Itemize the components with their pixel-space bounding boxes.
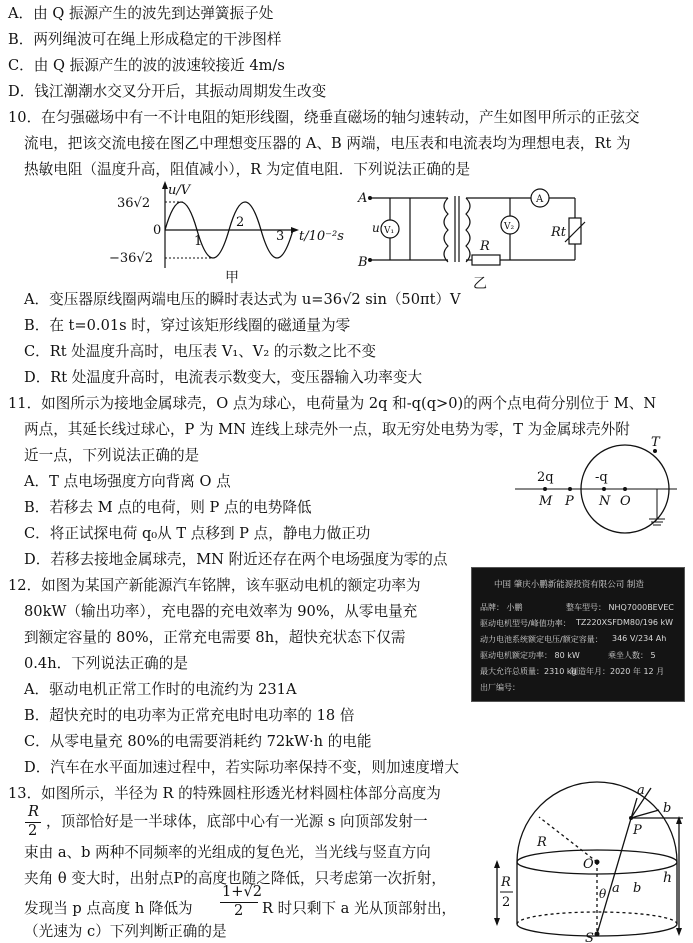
- q13-ray-labels: a: [612, 881, 620, 896]
- q12-stem-line-4: 0.4h．下列说法正确的是: [24, 655, 188, 672]
- q9-option-b: B．两列绳波可在绳上形成稳定的干涉图样: [8, 31, 282, 48]
- q13-center-o: O: [583, 857, 594, 872]
- yi-u-label: u: [372, 221, 380, 235]
- q10-option-c: C．Rt 处温度升高时，电压表 V₁、V₂ 的示数之比不变: [24, 343, 376, 360]
- plate-brand: 品牌： 小鹏: [480, 603, 523, 612]
- q9-option-a: A．由 Q 振源产生的波先到达弹簧振子处: [8, 5, 274, 22]
- q10-stem-line-1: 10．在匀强磁场中有一不计电阻的矩形线圈，绕垂直磁场的轴匀速转动，产生如图甲所示的正弦交: [8, 109, 640, 126]
- q10-stem-line-2: 流电，把该交流电接在图乙中理想变压器的 A、B 两端，电压表和电流表均为理想电表，Rt 为: [24, 135, 631, 152]
- q13-stem-line-3: 束由 a、b 两种不同频率的光组成的复色光，当光线与竖直方向: [24, 844, 431, 861]
- jia-ymax-label: 36√2: [117, 196, 151, 211]
- jia-x-label: t/10⁻²s: [299, 229, 344, 244]
- q13-radius-r: R: [537, 835, 547, 850]
- q12-option-d: D．汽车在水平面加速过程中，若实际功率保持不变，则加速度增大: [24, 759, 459, 776]
- q10-option-b: B．在 t=0.01s 时，穿过该矩形线圈的磁通量为零: [24, 317, 351, 334]
- plate-manufacture-date: 制造年月：2020 年 12 月: [570, 667, 665, 676]
- q10-option-a: A．变压器原线圈两端电压的瞬时表达式为 u=36√2 sin（50πt）V: [24, 291, 461, 308]
- plate-battery-label: 动力电池系统额定电压/额定容量：: [480, 635, 603, 644]
- q11-stem-line-1: 11．如图所示为接地金属球壳，O 点为球心，电荷量为 2q 和-q(q>0)的两个点电荷分别位于 M、N: [8, 395, 657, 412]
- q13-fraction-den: 2: [28, 822, 38, 839]
- q11-stem-line-3: 近一点，下列说法正确的是: [24, 447, 200, 464]
- yi-r-label: R: [480, 239, 490, 254]
- q9-option-d: D．钱江潮潮水交叉分开后，其振动周期发生改变: [8, 83, 327, 100]
- q10-stem-line-3: 热敏电阻（温度升高，阻值减小），R 为定值电阻．下列说法正确的是: [24, 161, 471, 178]
- yi-v1-meter: V₁: [384, 226, 395, 236]
- jia-origin: 0: [153, 223, 162, 238]
- q13-height-h: h: [663, 870, 673, 886]
- plate-rated-power: 驱动电机额定功率： 80 kW: [480, 651, 580, 660]
- q11-figure: [515, 435, 680, 535]
- plate-title: 中国 肇庆小鹏新能源投资有限公司 制造: [494, 580, 644, 590]
- plate-serial: 出厂编号：: [480, 683, 520, 692]
- q13-stem-line-5a: 发现当 p 点高度 h 降低为: [24, 900, 193, 917]
- jia-ymin-label: −36√2: [109, 251, 153, 266]
- jia-tick-3: 3: [276, 229, 285, 244]
- yi-caption: 乙: [473, 276, 487, 292]
- q13-half-r-num: R: [501, 875, 511, 890]
- q13-point-p: P: [633, 823, 642, 838]
- jia-tick-1: 1: [194, 234, 203, 249]
- yi-v2-meter: V₂: [504, 222, 515, 232]
- jia-y-label: u/V: [168, 183, 191, 198]
- q13-figure: [487, 782, 687, 942]
- plate-max-mass: 最大允许总质量：2310 kg: [480, 667, 577, 676]
- q10-figure-yi: [360, 180, 600, 292]
- q11-stem-line-2: 两点，其延长线过球心，P 为 MN 连线上球壳外一点，取无穷处电势为零，T 为金属球壳外附: [24, 421, 630, 438]
- q11-point-o: O: [620, 494, 631, 509]
- q13-fraction2-num: 1+√2: [222, 883, 263, 900]
- yi-ammeter: A: [536, 194, 544, 205]
- q13-ray-b-out: b: [663, 801, 672, 816]
- plate-motor-value: TZ220XSFDM80/196 kW: [576, 618, 674, 627]
- q12-option-c: C．从零电量充 80%的电需要消耗约 72kW·h 的电能: [24, 733, 372, 750]
- yi-rt-label: Rt: [551, 225, 567, 240]
- q9-option-c: C．由 Q 振源产生的波的波速较接近 4m/s: [8, 57, 285, 74]
- yi-terminal-b: B: [358, 255, 368, 270]
- q11-option-d: D．若移去接地金属球壳，MN 附近还存在两个电场强度为零的点: [24, 551, 448, 568]
- q11-charge-2q: 2q: [537, 470, 554, 485]
- plate-battery-value: 346 V/234 Ah: [612, 634, 667, 643]
- q11-point-p: P: [565, 494, 574, 509]
- q11-point-t: T: [651, 435, 660, 450]
- q10-option-d: D．Rt 处温度升高时，电流表示数变大，变压器输入功率变大: [24, 369, 423, 386]
- q11-point-n: N: [599, 494, 611, 509]
- q13-fraction-num: R: [28, 803, 39, 820]
- q11-charge-neg-q: -q: [595, 470, 608, 485]
- q13-source-s: S: [585, 931, 594, 943]
- plate-seats: 乘坐人数： 5: [608, 651, 656, 660]
- q10-figure-jia: [105, 178, 355, 290]
- q11-option-c: C．将正试探电荷 q₀从 T 点移到 P 点，静电力做正功: [24, 525, 371, 542]
- q13-half-r-den: 2: [502, 895, 511, 910]
- jia-caption: 甲: [225, 270, 239, 286]
- q11-point-m: M: [539, 494, 553, 509]
- q12-stem-line-2: 80kW（输出功率），充电器的充电效率为 90%，从零电量充: [24, 603, 418, 620]
- q13-stem-line-6: （光速为 c）下列判断正确的是: [24, 923, 227, 940]
- q13-angle-theta: θ: [599, 887, 607, 901]
- q11-option-a: A．T 点电场强度方向背离 O 点: [24, 473, 231, 490]
- q12-option-b: B．超快充时的电功率为正常充电时电功率的 18 倍: [24, 707, 355, 724]
- q12-stem-line-1: 12．如图为某国产新能源汽车铭牌，该车驱动电机的额定功率为: [8, 577, 421, 594]
- q13-stem-line-1: 13．如图所示，半径为 R 的特殊圆柱形透光材料圆柱体部分高度为: [8, 785, 441, 802]
- q13-stem-line-4: 夹角 θ 变大时，出射点P的高度也随之降低，只考虑第一次折射，: [24, 870, 446, 887]
- jia-tick-2: 2: [236, 215, 245, 230]
- yi-terminal-a: A: [358, 191, 368, 206]
- q13-fraction2-den: 2: [234, 902, 244, 919]
- q13-ray-a: a: [637, 783, 645, 798]
- q12-stem-line-3: 到额定容量的 80%，正常充电需要 8h，超快充状态下仅需: [24, 629, 406, 646]
- plate-model: 整车型号： NHQ7000BEVEC: [566, 603, 674, 612]
- q13-stem-line-5b: R 时只剩下 a 光从顶部射出，: [262, 900, 457, 917]
- q13-ray-label-b: b: [633, 881, 642, 896]
- q12-option-a: A．驱动电机正常工作时的电流约为 231A: [24, 681, 297, 698]
- q13-stem-line-2: ，顶部恰好是一半球体，底部中心有一光源 s 向顶部发射一: [46, 813, 428, 830]
- vehicle-nameplate: [471, 567, 685, 702]
- plate-motor-label: 驱动电机型号/峰值功率：: [480, 619, 571, 628]
- q11-option-b: B．若移去 M 点的电荷，则 P 点的电势降低: [24, 499, 312, 516]
